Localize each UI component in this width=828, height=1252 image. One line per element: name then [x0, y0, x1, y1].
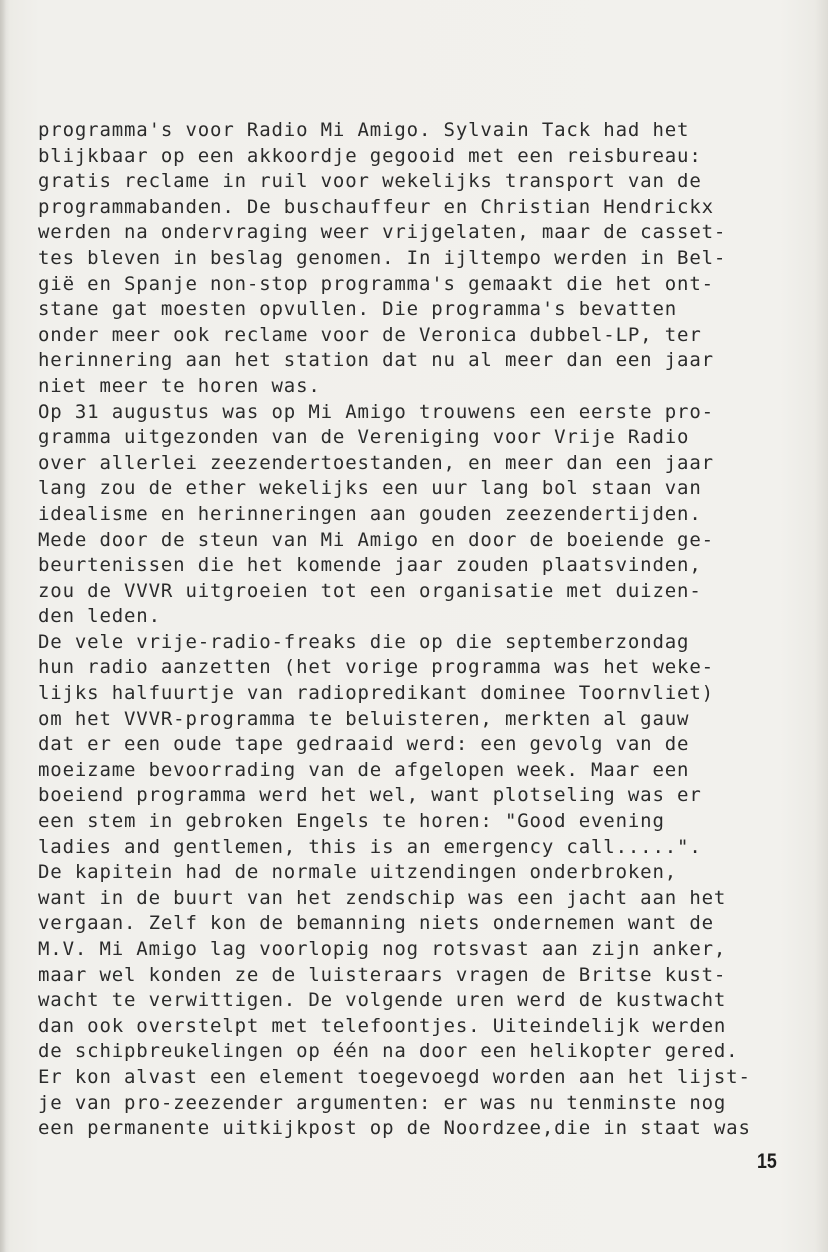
text-line: gramma uitgezonden van de Vereniging voor Vrije Radio	[38, 426, 690, 449]
text-line: stane gat moesten opvullen. Die programma's bevatten	[38, 298, 678, 321]
text-line: den leden.	[38, 605, 161, 628]
text-line: over allerlei zeezendertoestanden, en meer dan een jaar	[38, 451, 714, 474]
text-line: je van pro-zeezender argumenten: er was nu tenminste nog	[38, 1091, 727, 1114]
text-line: de schipbreukelingen op één na door een helikopter gered.	[38, 1040, 739, 1063]
text-line: Op 31 augustus was op Mi Amigo trouwens een eerste pro-	[38, 400, 714, 423]
text-line: programma's voor Radio Mi Amigo. Sylvain Tack had het	[38, 119, 690, 141]
text-line: idealisme en herinneringen aan gouden zeezendertijden.	[38, 502, 702, 525]
text-line: gië en Spanje non-stop programma's gemaakt die het ont-	[38, 272, 714, 295]
text-line: vergaan. Zelf kon de bemanning niets ondernemen want de	[38, 912, 714, 935]
text-line: dat er een oude tape gedraaid werd: een gevolg van de	[38, 733, 690, 756]
text-line: niet meer te horen was.	[38, 374, 321, 397]
text-line: want in de buurt van het zendschip was een jacht aan het	[38, 886, 727, 909]
page-fold-shadow	[0, 0, 6, 1252]
text-line: hun radio aanzetten (het vorige programma was het weke-	[38, 656, 714, 679]
text-line: tes bleven in beslag genomen. In ijltempo werden in Bel-	[38, 246, 727, 269]
text-line: maar wel konden ze de luisteraars vragen de Britse kust-	[38, 963, 727, 986]
text-line: ladies and gentlemen, this is an emergency call.....".	[38, 835, 702, 858]
text-line: dan ook overstelpt met telefoontjes. Uiteindelijk werden	[38, 1014, 727, 1037]
text-line: De kapitein had de normale uitzendingen onderbroken,	[38, 861, 678, 884]
text-line: beurtenissen die het komende jaar zouden plaatsvinden,	[38, 554, 702, 577]
text-line: om het VVVR-programma te beluisteren, merkten al gauw	[38, 707, 690, 730]
text-line: wacht te verwittigen. De volgende uren werd de kustwacht	[38, 989, 727, 1012]
text-line: zou de VVVR uitgroeien tot een organisatie met duizen-	[38, 579, 702, 602]
text-line: programmabanden. De buschauffeur en Christian Hendrickx	[38, 195, 714, 218]
text-line: boeiend programma werd het wel, want plotseling was er	[38, 784, 702, 807]
text-line: M.V. Mi Amigo lag voorlopig nog rotsvast aan zijn anker,	[38, 938, 727, 960]
text-line: lijks halfuurtje van radiopredikant dominee Toornvliet)	[38, 682, 714, 705]
text-line: Mede door de steun van Mi Amigo en door de boeiende ge-	[38, 528, 714, 551]
text-line: blijkbaar op een akkoordje gegooid met een reisbureau:	[38, 144, 702, 167]
page-number: 15	[757, 1150, 777, 1173]
text-line: moeizame bevoorrading van de afgelopen week. Maar een	[38, 758, 690, 781]
text-line: werden na ondervraging weer vrijgelaten, maar de casset-	[38, 221, 727, 244]
text-line: Er kon alvast een element toegevoegd worden aan het lijst-	[38, 1065, 751, 1088]
text-line: De vele vrije-radio-freaks die op die septemberzondag	[38, 630, 690, 653]
text-line: lang zou de ether wekelijks een uur lang bol staan van	[38, 477, 702, 500]
text-line: onder meer ook reclame voor de Veronica dubbel-LP, ter	[38, 323, 702, 346]
text-line: herinnering aan het station dat nu al meer dan een jaar	[38, 349, 714, 372]
body-text	[38, 118, 798, 1142]
text-line: een permanente uitkijkpost op de Noordzee,die in staat was	[38, 1117, 751, 1140]
text-line: een stem in gebroken Engels te horen: "Good evening	[38, 810, 665, 833]
text-line: gratis reclame in ruil voor wekelijks transport van de	[38, 170, 702, 193]
